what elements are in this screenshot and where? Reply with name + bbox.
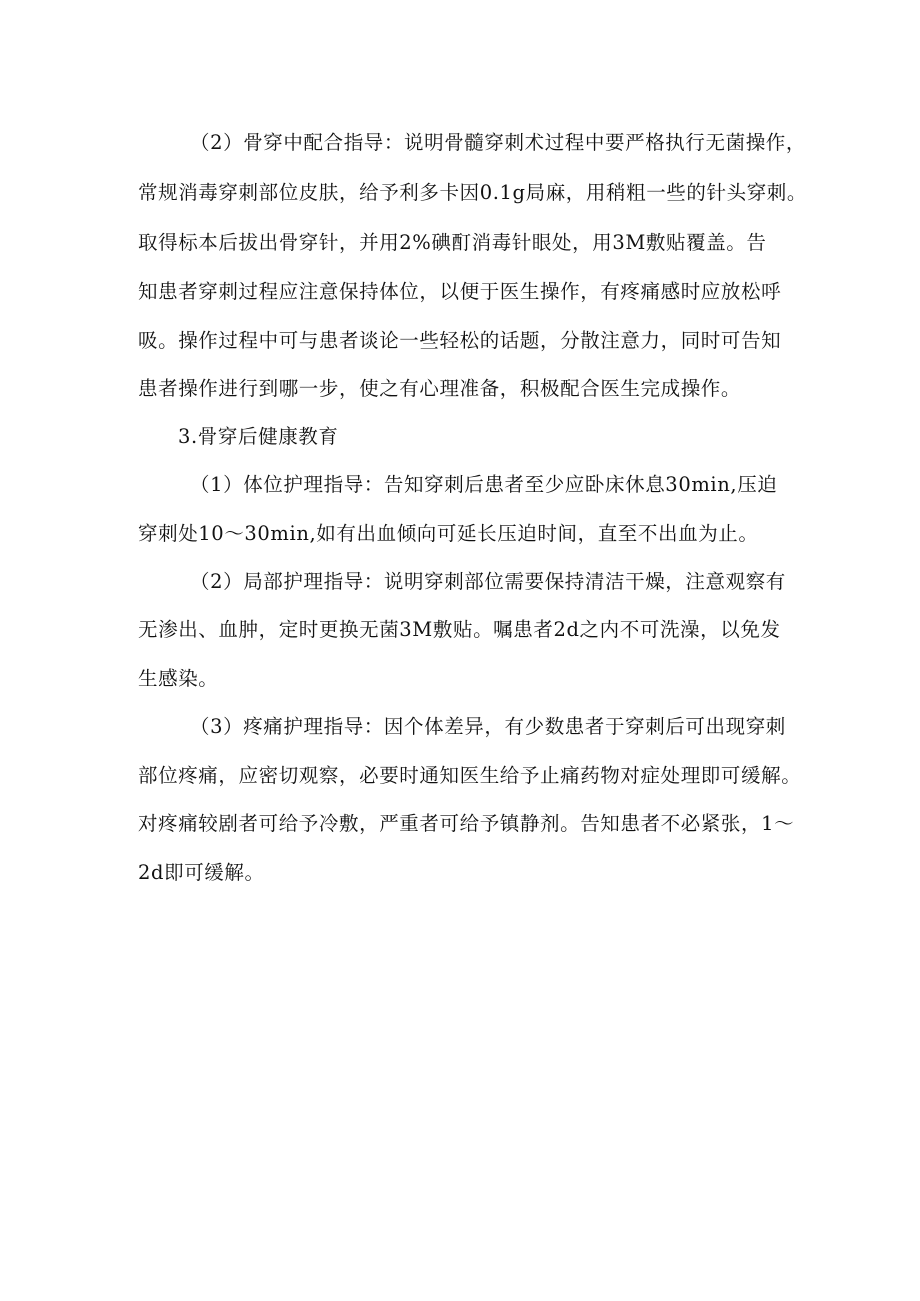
text-line: 吸。操作过程中可与患者谈论一些轻松的话题，分散注意力，同时可告知 xyxy=(138,329,782,352)
text-line: 取得标本后拔出骨穿针，并用2%碘酊消毒针眼处，用3M敷贴覆盖。告 xyxy=(138,231,767,254)
text-line: （3）疼痛护理指导：因个体差异，有少数患者于穿刺后可出现穿刺 xyxy=(190,715,786,738)
text-line: 穿刺处10～30min,如有出血倾向可延长压迫时间，直至不出血为止。 xyxy=(138,522,759,545)
text-line: 部位疼痛，应密切观察，必要时通知医生给予止痛药物对症处理即可缓解。 xyxy=(138,764,802,787)
text-line: （1）体位护理指导：告知穿刺后患者至少应卧床休息30min,压迫 xyxy=(190,473,778,496)
section-heading: 3.骨穿后健康教育 xyxy=(178,425,339,448)
text-line: 对疼痛较剧者可给予冷敷，严重者可给予镇静剂。告知患者不必紧张，1～ xyxy=(138,812,795,835)
text-line: 知患者穿刺过程应注意保持体位，以便于医生操作，有疼痛感时应放松呼 xyxy=(138,280,782,303)
text-line: 患者操作进行到哪一步，使之有心理准备，积极配合医生完成操作。 xyxy=(138,377,742,400)
text-line: （2）骨穿中配合指导：说明骨髓穿刺术过程中要严格执行无菌操作， xyxy=(190,131,807,154)
text-line: 2d即可缓解。 xyxy=(138,861,265,884)
text-line: （2）局部护理指导：说明穿刺部位需要保持清洁干燥，注意观察有 xyxy=(190,570,786,593)
text-line: 生感染。 xyxy=(138,667,219,690)
text-line: 常规消毒穿刺部位皮肤，给予利多卡因0.1g局麻，用稍粗一些的针头穿刺。 xyxy=(138,181,807,204)
text-line: 无渗出、血肿，定时更换无菌3M敷贴。嘱患者2d之内不可洗澡，以免发 xyxy=(138,618,781,641)
